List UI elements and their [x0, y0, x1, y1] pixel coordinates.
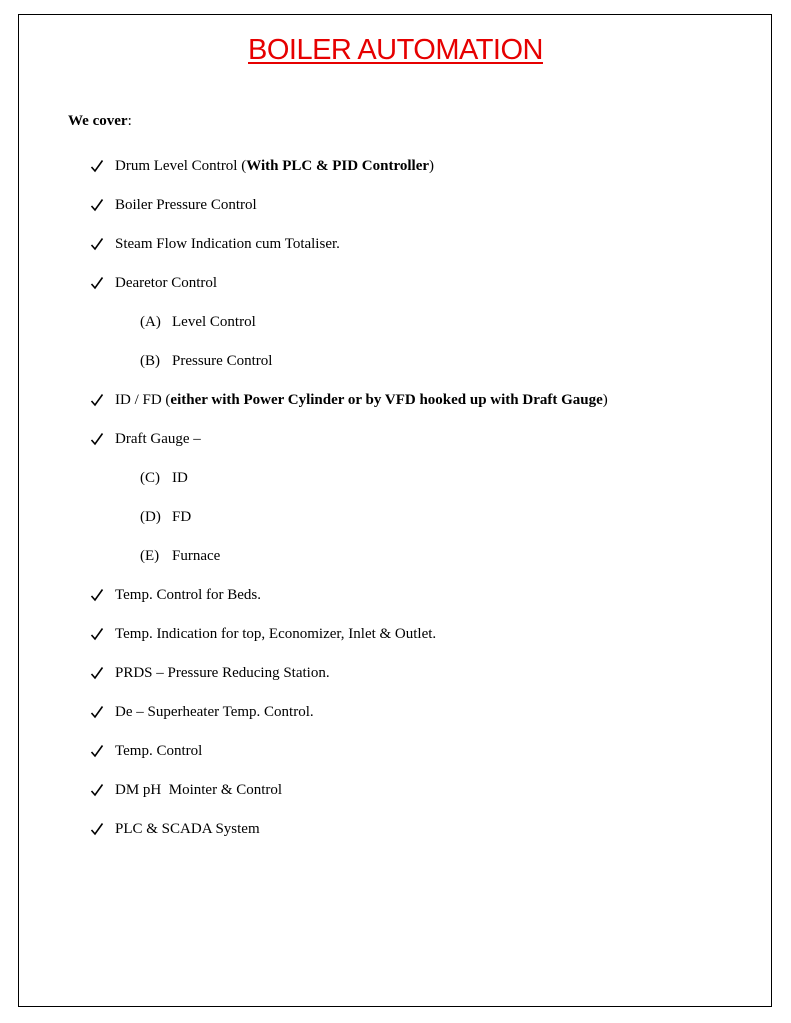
list-item-dm-ph: DM pH Mointer & Control [115, 782, 283, 798]
checkmark-icon [90, 431, 104, 447]
checkmark-icon [90, 665, 104, 681]
list-item-temp-beds: Temp. Control for Beds. [115, 587, 262, 603]
checkmark-icon [90, 197, 104, 213]
sub-item-furnace: Furnace [172, 548, 221, 564]
sub-item-fd: FD [172, 509, 192, 525]
checkmark-icon [90, 821, 104, 837]
sub-item-letter: (B) [140, 353, 160, 369]
list-item-temp-control: Temp. Control [115, 743, 203, 759]
checkmark-icon [90, 587, 104, 603]
list-item-id-fd: ID / FD (either with Power Cylinder or by VFD hooked up with Draft Gauge) [115, 392, 608, 408]
sub-item-level-control: Level Control [172, 314, 256, 330]
checkmark-icon [90, 236, 104, 252]
sub-item-letter: (E) [140, 548, 160, 564]
checkmark-icon [90, 782, 104, 798]
sub-item-letter: (D) [140, 509, 161, 525]
checkmark-icon [90, 626, 104, 642]
intro-text [68, 112, 132, 130]
checkmark-icon [90, 392, 104, 408]
list-item-plc-scada: PLC & SCADA System [115, 821, 260, 837]
list-item-steam-flow: Steam Flow Indication cum Totaliser. [115, 236, 340, 252]
checkmark-icon [90, 704, 104, 720]
list-item-dearetor: Dearetor Control [115, 275, 218, 291]
intro-label: We cover [68, 113, 128, 129]
sub-item-id: ID [172, 470, 188, 486]
list-item-de-superheater: De – Superheater Temp. Control. [115, 704, 314, 720]
page-title: BOILER AUTOMATION [248, 34, 543, 66]
sub-item-letter: (C) [140, 470, 160, 486]
intro-colon: : [127, 113, 132, 129]
list-item-draft-gauge: Draft Gauge – [115, 431, 201, 447]
list-item-boiler-pressure: Boiler Pressure Control [115, 197, 257, 213]
sub-item-pressure-control: Pressure Control [172, 353, 273, 369]
sub-item-letter: (A) [140, 314, 161, 330]
list-item-temp-indication: Temp. Indication for top, Economizer, Inlet & Outlet. [115, 626, 437, 642]
checkmark-icon [90, 275, 104, 291]
checkmark-icon [90, 743, 104, 759]
list-item-drum-level: Drum Level Control (With PLC & PID Controller) [115, 158, 435, 174]
checkmark-icon [90, 158, 104, 174]
list-item-prds: PRDS – Pressure Reducing Station. [115, 665, 330, 681]
